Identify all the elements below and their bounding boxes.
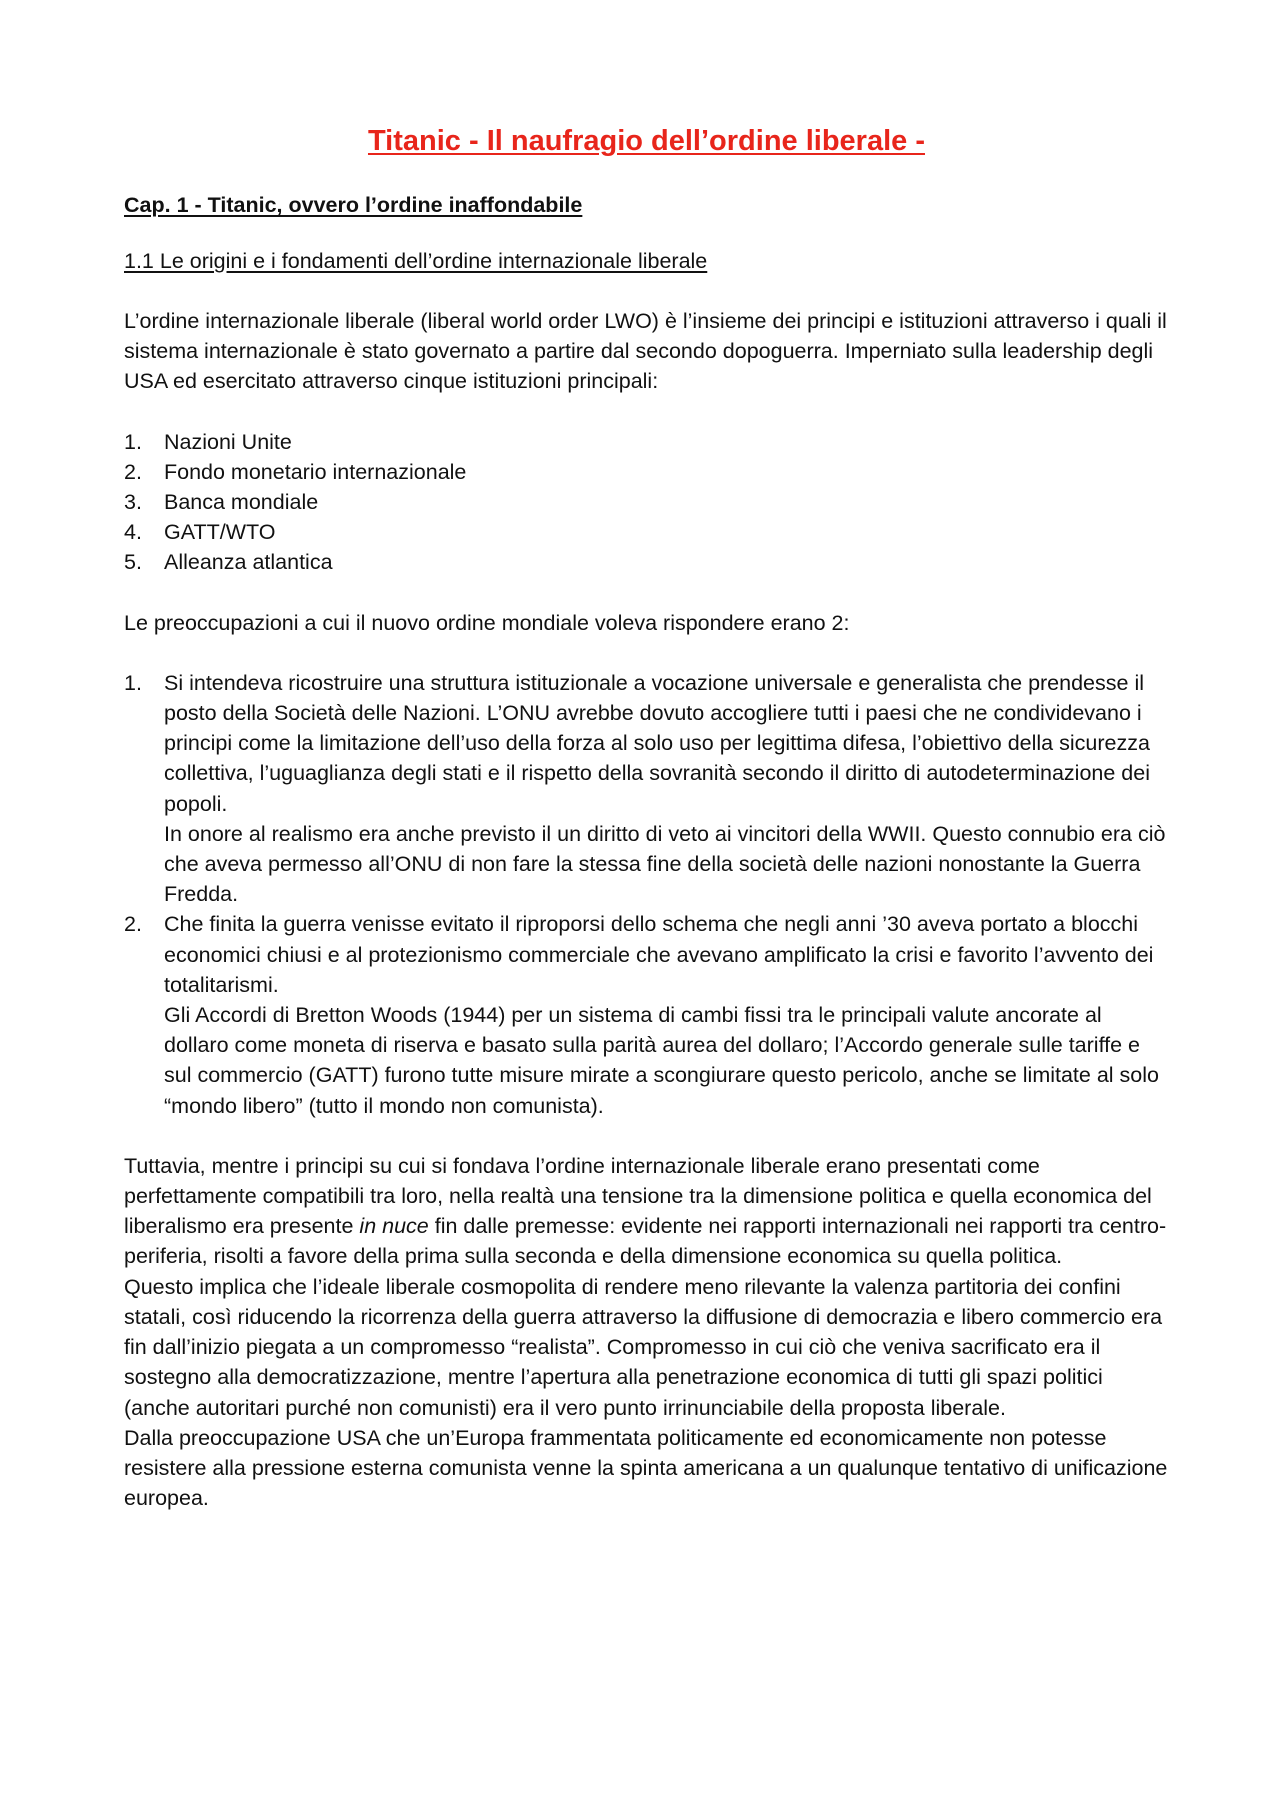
- list-item: 4. GATT/WTO: [124, 520, 276, 545]
- list-item: 1. Si intendeva ricostruire una struttura istituzionale a vocazione universale e generalista che prendesse il posto della Società delle Nazioni. L’ONU avrebbe dovuto accogliere tutti i paesi che ne condividevano i principi come la limitazione dell’uso della forza al solo uso per legittima difesa, l’obiettivo della sicurezza collettiva, l’uguaglianza degli stati e il rispetto della sovranità secondo il diritto di autodeterminazione dei popoli. In onore al realismo era anche previsto il un diritto di veto ai vincitori della WWII. Questo connubio era ciò che aveva permesso all’ONU di non fare la stessa fine della società delle nazioni nonostante la Guerra Fredda.: [124, 668, 1169, 910]
- concern-text: Che finita la guerra venisse evitato il riproporsi dello schema che negli anni ’30 aveva portato a blocchi economici chiusi e al protezionismo commerciale che avevano amplificato la crisi e favorito l’avvento dei totalitarismi.: [164, 912, 1154, 997]
- body-paragraph-3: Dalla preoccupazione USA che un’Europa frammentata politicamente ed economicamente non potesse resistere alla pressione esterna comunista venne la spinta americana a un qualunque tentativo di unificazione europea.: [124, 1425, 1168, 1511]
- concern-text-continued: In onore al realismo era anche previsto il un diritto di veto ai vincitori della WWII. Questo connubio era ciò che aveva permesso all’ONU di non fare la stessa fine della società delle nazioni nonostante la Guerra Fredda.: [164, 821, 1166, 907]
- concerns-intro: Le preoccupazioni a cui il nuovo ordine mondiale voleva rispondere erano 2:: [124, 610, 850, 635]
- list-item: 1. Nazioni Unite: [124, 429, 292, 454]
- concerns-list: [124, 668, 1169, 1121]
- list-item: 2. Fondo monetario internazionale: [124, 459, 467, 484]
- body-paragraph-2: Questo implica che l’ideale liberale cosmopolita di rendere meno rilevante la valenza partitoria dei confini statali, così riducendo la ricorrenza della guerra attraverso la diffusione di democrazia e libero commercio era fin dall’inizio piegata a un compromesso “realista”. Compromesso in cui ciò che veniva sacrificato era il sostegno alla democratizzazione, mentre l’apertura alla penetrazione economica di tutti gli spazi politici (anche autoritari purché non comunisti) era il vero punto irrinunciabile della proposta liberale.: [124, 1274, 1163, 1420]
- list-item: 3. Banca mondiale: [124, 490, 319, 515]
- institutions-list: [124, 427, 1169, 578]
- document-title: Titanic - Il naufragio dell’ordine liberale -: [367, 125, 925, 157]
- list-item: 2. Che finita la guerra venisse evitato il riproporsi dello schema che negli anni ’30 aveva portato a blocchi economici chiusi e al protezionismo commerciale che avevano amplificato la crisi e favorito l’avvento dei totalitarismi. Gli Accordi di Bretton Woods (1944) per un sistema di cambi fissi tra le principali valute ancorate al dollaro come moneta di riserva e basato sulla parità aurea del dollaro; l’Accordo generale sulle tariffe e sul commercio (GATT) furono tutte misure mirate a scongiurare questo pericolo, anche se limitate al solo “mondo libero” (tutto il mondo non comunista).: [124, 909, 1169, 1120]
- spacer: [124, 397, 1169, 427]
- concern-text-continued: Gli Accordi di Bretton Woods (1944) per un sistema di cambi fissi tra le principali valute ancorate al dollaro come moneta di riserva e basato sulla parità aurea del dollaro; l’Accordo generale sulle tariffe e sul commercio (GATT) furono tutte misure mirate a scongiurare questo pericolo, anche se limitate al solo “mondo libero” (tutto il mondo non comunista).: [164, 1003, 1159, 1118]
- chapter-heading: Cap. 1 - Titanic, ovvero l’ordine inaffondabile: [124, 193, 583, 217]
- spacer: [124, 638, 1169, 668]
- list-item: 5. Alleanza atlantica: [124, 550, 333, 575]
- document-page: [124, 122, 1169, 1513]
- body-paragraph-1: Tuttavia, mentre i principi su cui si fondava l’ordine internazionale liberale erano presentati come perfettamente compatibili tra loro, nella realtà una tensione tra la dimensione politica e quella economica del liberalismo era presente in nuce fin dalle premesse: evidente nei rapporti internazionali nei rapporti tra centro-periferia, risolti a favore della prima sulla seconda e della dimensione economica su quella politica.: [124, 1153, 1167, 1269]
- concern-text: Si intendeva ricostruire una struttura istituzionale a vocazione universale e generalista che prendesse il posto della Società delle Nazioni. L’ONU avrebbe dovuto accogliere tutti i paesi che ne condividevano i principi come la limitazione dell’uso della forza al solo uso per legittima difesa, l’obiettivo della sicurezza collettiva, l’uguaglianza degli stati e il rispetto della sovranità secondo il diritto di autodeterminazione dei popoli.: [164, 670, 1150, 816]
- spacer: [124, 1121, 1169, 1151]
- italic-term: in nuce: [359, 1214, 429, 1239]
- spacer: [124, 578, 1169, 608]
- section-heading: 1.1 Le origini e i fondamenti dell’ordine internazionale liberale: [124, 249, 708, 273]
- intro-paragraph: L’ordine internazionale liberale (liberal world order LWO) è l’insieme dei principi e istituzioni attraverso i quali il sistema internazionale è stato governato a partire dal secondo dopoguerra. Imperniato sulla leadership degli USA ed esercitato attraverso cinque istituzioni principali:: [124, 309, 1167, 394]
